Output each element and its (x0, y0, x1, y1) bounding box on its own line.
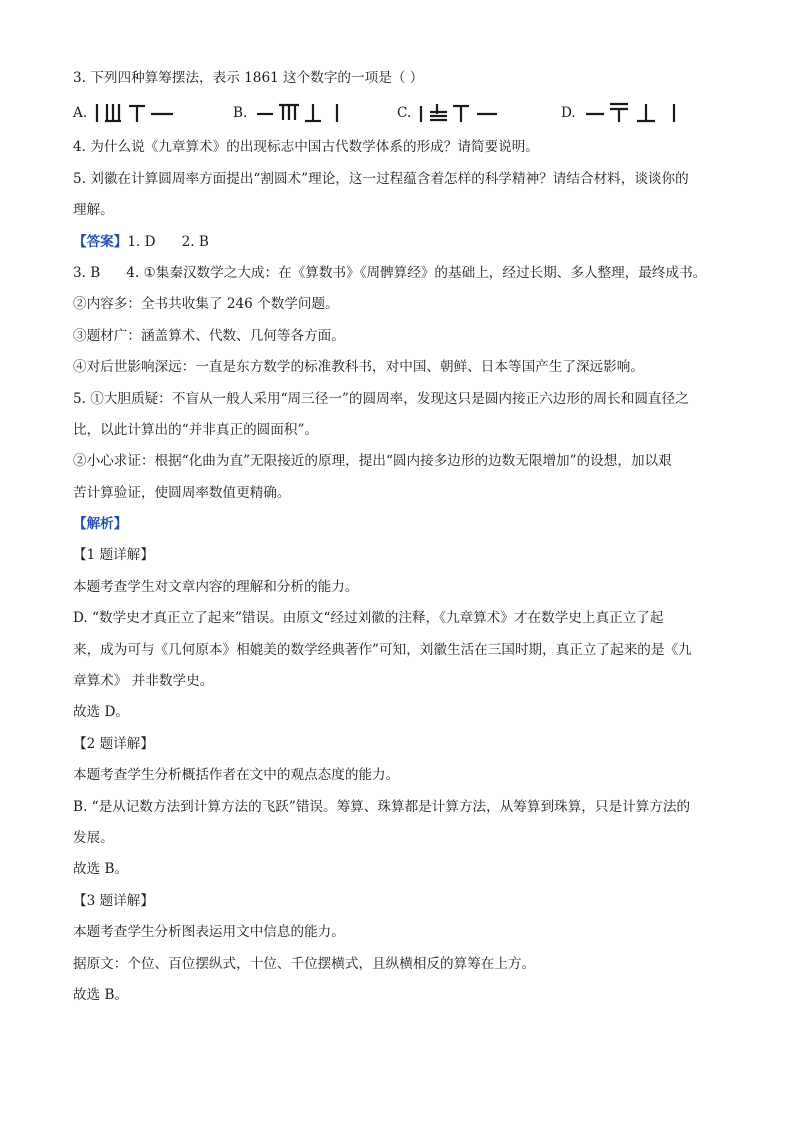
option-d (561, 94, 692, 132)
detail-2-line-1: 本题考查学生分析概括作者在文中的观点态度的能力。 (73, 767, 400, 784)
answer-5-line-4: 苦计算验证，使圆周率数值更精确。 (73, 484, 291, 501)
answer-2: 2. B (181, 233, 209, 250)
detail-2-line-3: 发展。 (73, 829, 114, 846)
question-5-line-2: 理解。 (73, 202, 114, 219)
detail-2-line-4: 故选 B。 (73, 861, 129, 878)
detail-3-line-2: 据原文：个位、百位摆纵式，十位、千位摆横式，且纵横相反的算筹在上方。 (73, 955, 536, 972)
counting-rods-option-a (93, 98, 183, 128)
analysis-label: 【解析】 (73, 516, 128, 533)
answer-5-line-2: 比，以此计算出的“并非真正的圆面积”。 (73, 421, 318, 438)
detail-3-title: 【3 题详解】 (73, 892, 154, 909)
answer-4-line-1: 4. ①集秦汉数学之大成：在《算数书》《周髀算经》的基础上，经过长期、多人整理，最终成书。 (126, 264, 707, 281)
question-4: 4. 为什么说《九章算术》的出现标志中国古代数学体系的形成？请简要说明。 (73, 139, 539, 156)
option-a (73, 94, 183, 132)
counting-rods-option-b (253, 98, 353, 128)
document-content (73, 63, 723, 1011)
option-c (397, 94, 517, 132)
answer-header (73, 227, 723, 258)
option-d-letter: D. (561, 105, 576, 122)
detail-1-line-5: 故选 D。 (73, 704, 130, 721)
detail-1-line-3: 来，成为可与《几何原本》相媲美的数学经典著作”可知，刘徽生活在三国时期，真正立了起来的是《九 (73, 641, 692, 658)
answer-4-line-3: ③题材广：涵盖算术、代数、几何等各方面。 (73, 327, 345, 344)
question-3: 3. 下列四种算筹摆法，表示 1861 这个数字的一项是（ ） (73, 70, 424, 86)
counting-rods-option-c (417, 98, 517, 128)
option-a-letter: A. (73, 105, 88, 122)
analysis-header (73, 509, 723, 540)
answer-label: 【答案】 (73, 233, 128, 250)
detail-2-title: 【2 题详解】 (73, 735, 154, 752)
option-b-letter: B. (233, 105, 248, 122)
detail-1-line-1: 本题考查学生对文章内容的理解和分析的能力。 (73, 578, 359, 595)
option-b (233, 94, 353, 132)
detail-1-line-4: 章算术》 并非数学史。 (73, 673, 214, 690)
answer-5-line-3: ②小心求证：根据“化曲为直”无限接近的原理，提出“圆内接多边形的边数无限增加”的设想，加以艰 (73, 453, 672, 470)
counting-rods-option-d (582, 98, 692, 128)
detail-1-line-2: D. “数学史才真正立了起来”错误。由原文“经过刘徽的注释，《九章算术》才在数学史上真正立了起 (73, 610, 664, 627)
detail-1-title: 【1 题详解】 (73, 547, 154, 564)
answer-3: 3. B (73, 264, 101, 281)
answer-5-line-1: 5. ①大胆质疑：不盲从一般人采用“周三径一”的圆周率，发现这只是圆内接正六边形的周长和圆直径之 (73, 390, 689, 407)
answer-4-line-2: ②内容多：全书共收集了 246 个数学问题。 (73, 296, 339, 313)
question-3-options (73, 94, 723, 132)
detail-3-line-1: 本题考查学生分析图表运用文中信息的能力。 (73, 924, 345, 941)
answer-1: 1. D (127, 233, 156, 250)
answer-4-line-4: ④对后世影响深远：一直是东方数学的标准教科书，对中国、朝鲜、日本等国产生了深远影响。 (73, 359, 644, 376)
detail-3-line-3: 故选 B。 (73, 986, 129, 1003)
question-5-line-1: 5. 刘徽在计算圆周率方面提出“割圆术”理论，这一过程蕴含着怎样的科学精神？请结合材料，谈谈你的 (73, 170, 689, 187)
option-c-letter: C. (397, 105, 412, 122)
detail-2-line-2: B. “是从记数方法到计算方法的飞跃”错误。筹算、珠算都是计算方法，从筹算到珠算，只是计算方法的 (73, 798, 691, 815)
answer-3-4 (73, 258, 723, 289)
